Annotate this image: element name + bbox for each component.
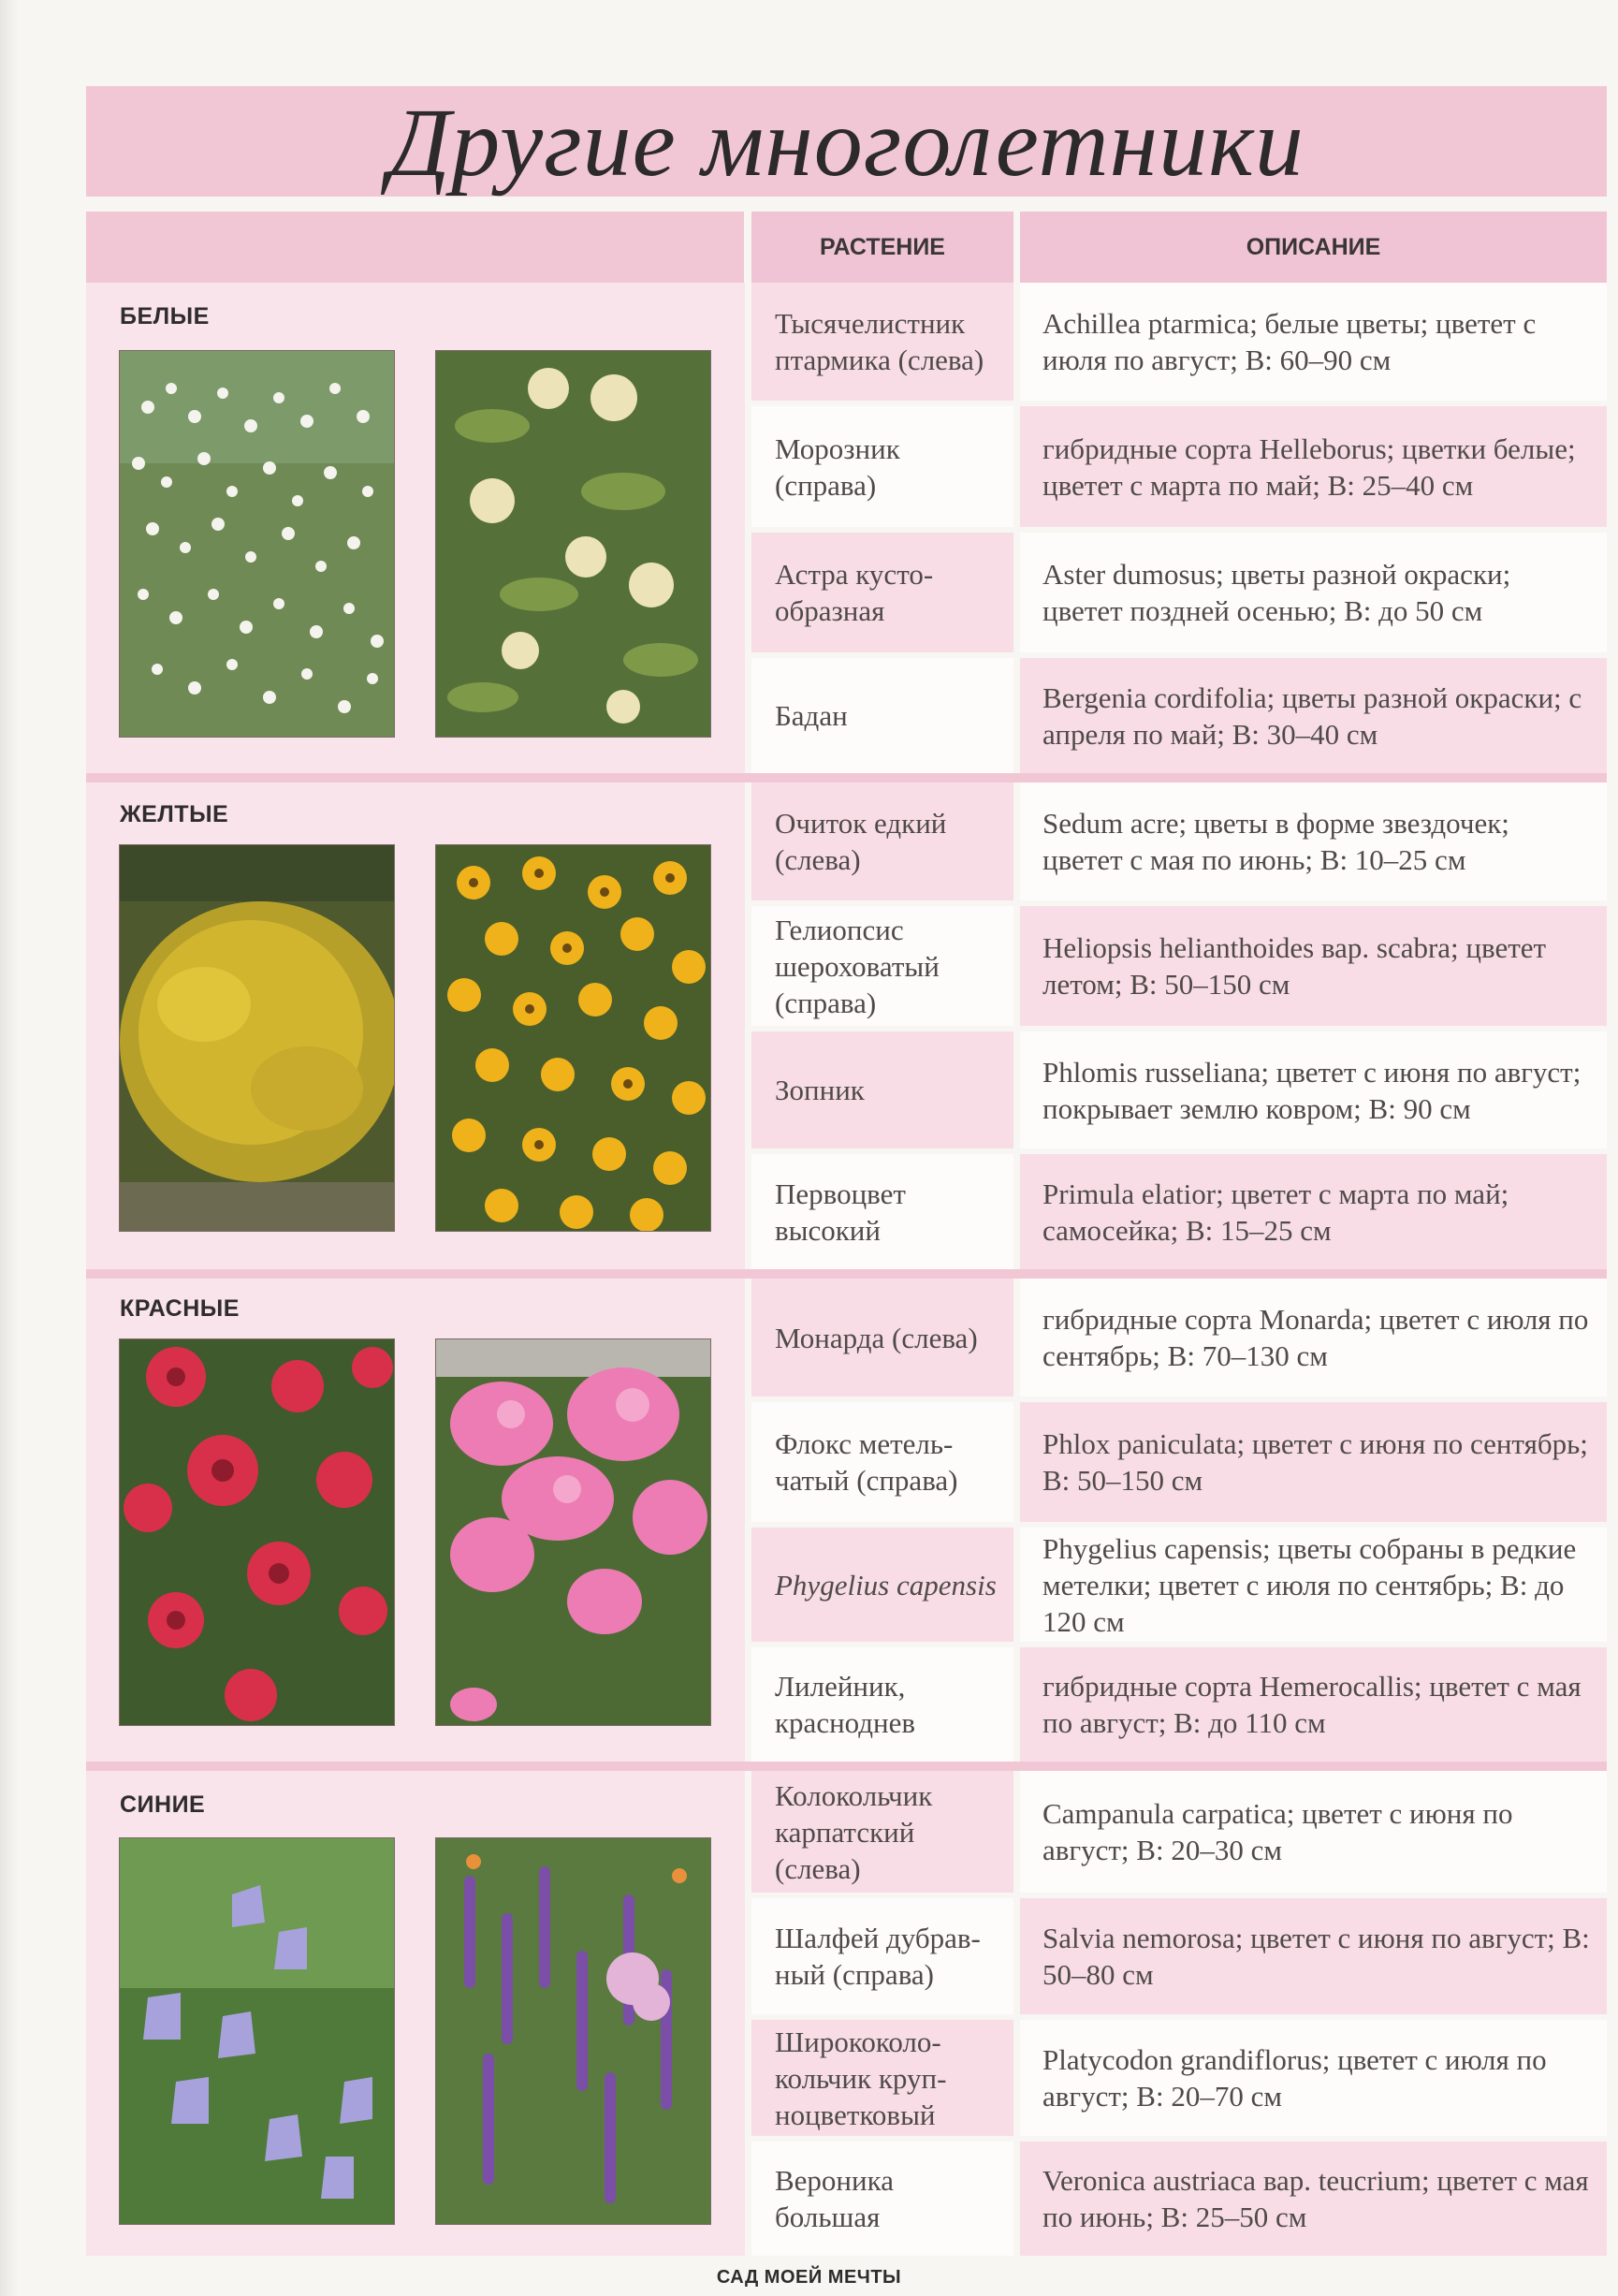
- plant-name: Бадан: [775, 699, 848, 732]
- red-monarda-photo: [119, 1338, 395, 1726]
- plant-name: Астра кустообразная: [775, 558, 934, 627]
- description-cell: [1020, 1279, 1607, 1397]
- plant-name: Шалфей дубравный (справа): [775, 1922, 981, 1991]
- plant-cell: [751, 1031, 1013, 1148]
- plant-name: Флокс метельчатый (справа): [775, 1427, 958, 1497]
- plant-cell: [751, 658, 1013, 773]
- section-label-red: КРАСНЫЕ: [120, 1295, 240, 1322]
- header-spacer: [86, 212, 744, 283]
- description-cell: [1020, 1771, 1607, 1893]
- plant-name: Phygelius capensis: [775, 1568, 997, 1601]
- description-cell: [1020, 658, 1607, 773]
- plant-cell: [751, 2142, 1013, 2256]
- plant-name: Монарда (слева): [775, 1321, 978, 1354]
- pink-phlox-photo: [435, 1338, 711, 1726]
- plant-description: Phlox paniculata; цветет с июня по сентябрь; В: 50–150 см: [1042, 1427, 1588, 1497]
- plant-name: Зопник: [775, 1074, 865, 1106]
- plant-description: Phlomis russeliana; цветет с июня по август; покрывает землю ковром; В: 90 см: [1042, 1055, 1582, 1125]
- section-label-white: БЕЛЫЕ: [120, 303, 210, 329]
- plant-cell: [751, 1154, 1013, 1269]
- plant-cell: [751, 1647, 1013, 1762]
- description-cell: [1020, 1647, 1607, 1762]
- plant-cell: [751, 782, 1013, 900]
- plant-description: Aster dumosus; цветы разной окраски; цветет поздней осенью; В: до 50 см: [1042, 558, 1511, 627]
- plant-description: Achillea ptarmica; белые цветы; цветет с июля по август; В: 60–90 см: [1042, 307, 1537, 376]
- plant-name: Гелиопсис шероховатый (справа): [775, 913, 940, 1019]
- plant-name: Первоцвет высокий: [775, 1177, 906, 1247]
- plant-name: Лилейник, красноднев: [775, 1670, 916, 1739]
- plant-description: Veronica austriaca вар. teucrium; цветет с мая по июнь; В: 25–50 см: [1042, 2164, 1589, 2233]
- description-cell: [1020, 1528, 1607, 1642]
- purple-salvia-photo: [435, 1837, 711, 2225]
- yellow-sedum-photo: [119, 844, 395, 1232]
- description-cell: [1020, 1898, 1607, 2014]
- plant-cell: [751, 406, 1013, 527]
- plant-description: Bergenia cordifolia; цветы разной окраски; с апреля по май; В: 30–40 см: [1042, 680, 1582, 751]
- section-label-yellow: ЖЕЛТЫЕ: [120, 801, 229, 827]
- plant-name: Колокольчик карпатский (слева): [775, 1778, 933, 1885]
- plant-description: Sedum acre; цветы в форме звездочек; цветет с мая по июнь; В: 10–25 см: [1042, 807, 1509, 876]
- plant-cell: [751, 1898, 1013, 2014]
- scan-edge-shadow: [0, 0, 19, 2296]
- description-cell: [1020, 1154, 1607, 1269]
- description-cell: [1020, 906, 1607, 1026]
- description-cell: [1020, 782, 1607, 900]
- yellow-heliopsis-photo: [435, 844, 711, 1232]
- column-header-description: ОПИСАНИЕ: [1020, 212, 1607, 283]
- blue-campanula-photo: [119, 1837, 395, 2225]
- plant-cell: [751, 283, 1013, 401]
- description-cell: [1020, 2142, 1607, 2256]
- description-cell: [1020, 533, 1607, 652]
- description-cell: [1020, 283, 1607, 401]
- plant-description: гибридные сорта Helleborus; цветки белые; цветет с марта по май; В: 25–40 см: [1042, 431, 1576, 502]
- plant-name: Вероника большая: [775, 2164, 894, 2233]
- description-cell: [1020, 2020, 1607, 2136]
- plant-cell: [751, 906, 1013, 1026]
- page-title: Другие многолетники: [388, 89, 1305, 197]
- section-divider: [86, 1269, 1607, 1279]
- plant-name: Тысячелистник птармика (слева): [775, 307, 984, 376]
- plant-description: Primula elatior; цветет с марта по май; самосейка; В: 15–25 см: [1042, 1177, 1509, 1247]
- footer-book-title: САД МОЕЙ МЕЧТЫ: [716, 2267, 902, 2288]
- plant-cell: [751, 2020, 1013, 2136]
- plant-description: Campanula carpatica; цветет с июня по август; В: 20–30 см: [1042, 1797, 1513, 1866]
- plant-name: Ширококолокольчик крупноцветковый: [775, 2025, 947, 2131]
- plant-cell: [751, 533, 1013, 652]
- description-cell: [1020, 406, 1607, 527]
- plant-description: Salvia nemorosa; цветет с июня по август; В: 50–80 см: [1042, 1922, 1590, 1991]
- white-hellebore-photo: [435, 350, 711, 738]
- description-cell: [1020, 1402, 1607, 1522]
- plant-cell: [751, 1402, 1013, 1522]
- plant-cell: [751, 1279, 1013, 1397]
- plant-name: Очиток едкий (слева): [775, 807, 947, 876]
- section-label-blue: СИНИЕ: [120, 1791, 206, 1818]
- plant-description: гибридные сорта Hemerocallis; цветет с мая по август; В: до 110 см: [1042, 1670, 1582, 1739]
- plant-name: Морозник (справа): [775, 431, 900, 502]
- plant-description: Platycodon grandiflorus; цветет с июля по август; В: 20–70 см: [1042, 2043, 1547, 2113]
- column-header-plant: РАСТЕНИЕ: [751, 212, 1013, 283]
- title-band: [86, 86, 1607, 197]
- white-yarrow-photo: [119, 350, 395, 738]
- section-divider: [86, 1762, 1607, 1771]
- plant-cell: [751, 1771, 1013, 1893]
- plant-cell: [751, 1528, 1013, 1642]
- description-cell: [1020, 1031, 1607, 1148]
- plant-description: гибридные сорта Monarda; цветет с июля по сентябрь; В: 70–130 см: [1042, 1303, 1589, 1372]
- plant-description: Phygelius capensis; цветы собраны в редкие метелки; цветет с июля по сентябрь; В: до 120 см: [1042, 1531, 1577, 1638]
- plant-description: Heliopsis helianthoides вар. scabra; цветет летом; В: 50–150 см: [1042, 931, 1547, 1001]
- section-divider: [86, 773, 1607, 782]
